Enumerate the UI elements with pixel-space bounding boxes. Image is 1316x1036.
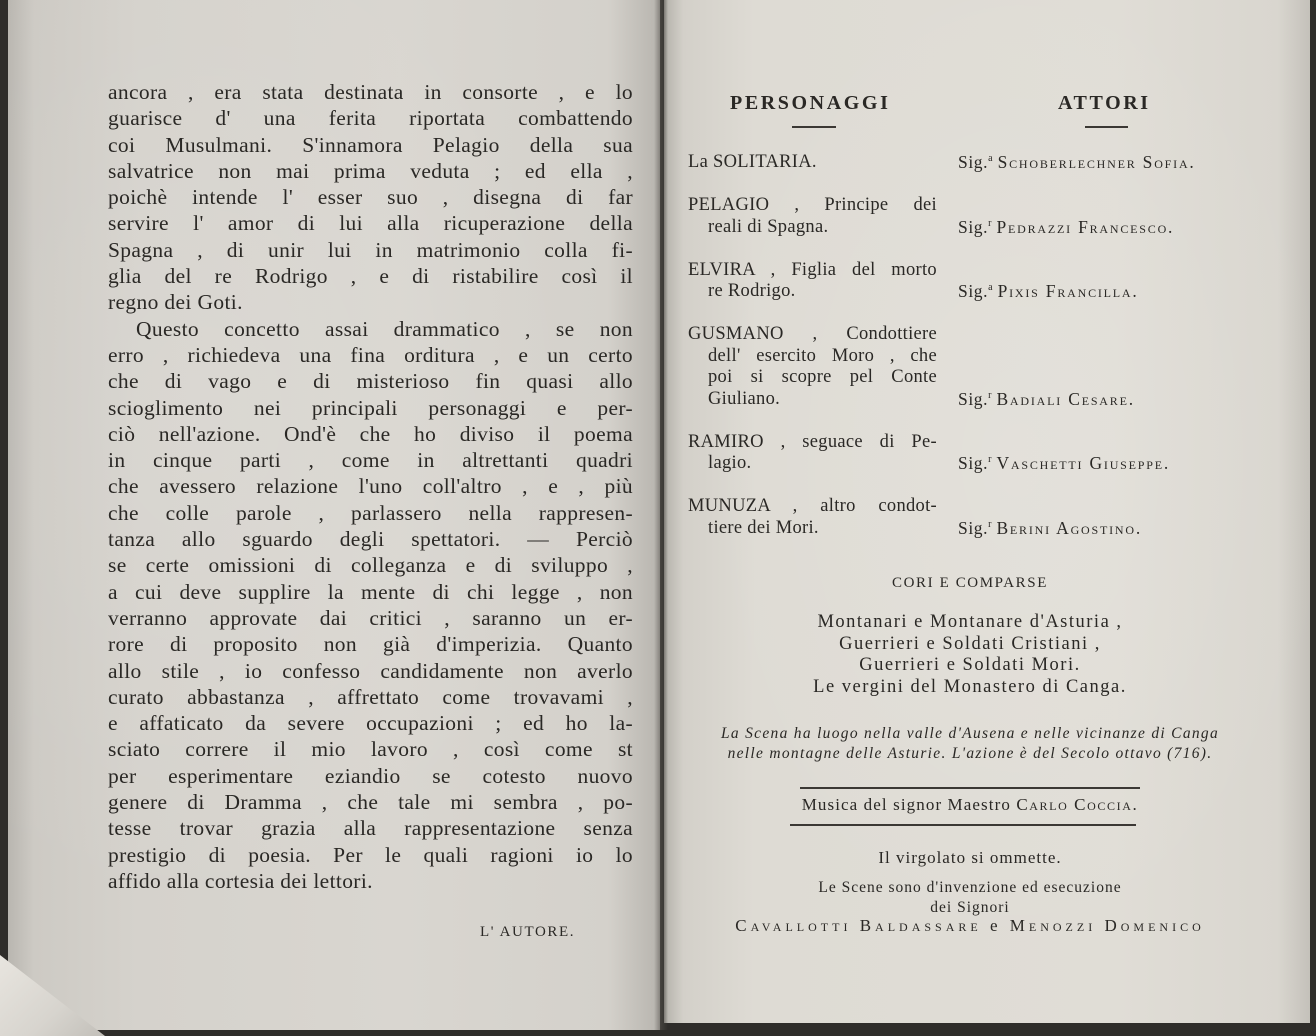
text-line: ciò nell'azione. Ond'è che ho diviso il poema	[108, 421, 633, 446]
cast-row	[688, 496, 1288, 539]
role-description	[688, 195, 937, 238]
role-line: re Rodrigo.	[708, 281, 796, 301]
designer-name: Menozzi Domenico	[1009, 916, 1205, 935]
actor-title: Sig.	[958, 152, 989, 172]
chorus-list	[688, 612, 1252, 699]
text-line: scioglimento nei principali personaggi e per-	[108, 395, 633, 420]
actor-name: Vaschetti Giuseppe.	[996, 453, 1171, 473]
role-line: tiere dei Mori.	[708, 517, 819, 538]
role-line: lagio.	[708, 453, 752, 473]
scenery-credit	[688, 878, 1252, 917]
text-line: erro , richiedeva una fina orditura , e un certo	[108, 342, 633, 367]
chorus-heading: CORI E COMPARSE	[892, 575, 1048, 591]
book-gutter	[654, 0, 668, 1030]
text-line: che avessero relazione l'uno coll'altro , e , più	[108, 474, 633, 499]
text-line: rore di proposito non già d'imperizia. Quanto	[108, 632, 633, 657]
role-description	[688, 260, 937, 303]
actor-name: Pixis Francilla.	[997, 281, 1139, 301]
text-line: salvatrice non mai prima veduta ; ed ella ,	[108, 158, 633, 183]
cast-list	[688, 152, 1288, 561]
cast-row	[688, 324, 1288, 410]
right-page	[664, 0, 1310, 1023]
text-line: se certe omissioni di colleganza e di sviluppo ,	[108, 553, 633, 578]
text-line: Questo concetto assai drammatico , se non	[136, 316, 633, 341]
omission-note: Il virgolato si ommette.	[878, 848, 1062, 867]
text-line: per esperimentare eziandio se cotesto nuovo	[108, 763, 633, 788]
text-line: allo stile , io confesso candidamente non averlo	[108, 658, 633, 683]
text-line: tesse trovar grazia alla rappresentazione senza	[108, 816, 633, 841]
chorus-line: Guerrieri e Soldati Mori.	[859, 655, 1081, 676]
role-line: MUNUZA , altro condot-	[688, 496, 937, 516]
text-line: affido alla cortesia dei lettori.	[108, 868, 373, 893]
text-line: verranno approvate dai critici , saranno un er-	[108, 605, 633, 630]
scenery-line: Le Scene sono d'invenzione ed esecuzione	[818, 879, 1122, 896]
text-line: curato abbastanza , affrettato come trovavami ,	[108, 684, 633, 709]
header-characters: PERSONAGGI	[730, 92, 891, 114]
divider-rule	[800, 787, 1140, 789]
text-line: poichè intende l' esser suo , disegna di far	[108, 185, 633, 210]
role-line: ELVIRA , Figlia del morto	[688, 259, 937, 280]
text-line: coi Musulmani. S'innamora Pelagio della sua	[108, 132, 633, 157]
actor-credit	[958, 217, 1174, 239]
actor-credit	[958, 389, 1135, 411]
actor-credit	[958, 453, 1170, 475]
text-line: a cui deve supplire la mente di chi legge , non	[108, 579, 633, 604]
author-signature: L' AUTORE.	[480, 924, 576, 940]
text-line: glia del re Rodrigo , e di ristabilire così il	[108, 264, 633, 289]
actor-credit	[958, 152, 1196, 174]
role-line: RAMIRO , seguace di Pe-	[688, 431, 937, 452]
role-line: PELAGIO , Principe dei	[688, 195, 937, 215]
designer-name: Cavallotti Baldassare	[735, 916, 982, 935]
text-line: regno dei Goti.	[108, 290, 243, 315]
chorus-line: Le vergini del Monastero di Canga.	[813, 677, 1127, 698]
actor-name: Badiali Cesare.	[996, 388, 1135, 409]
actor-title-suffix: r	[988, 389, 992, 401]
designer-conjunction: e	[989, 916, 1002, 935]
text-line: in cinque parti , come in altrettanti quadri	[108, 448, 633, 473]
role-line: reali di Spagna.	[708, 216, 829, 237]
scenery-line: dei Signori	[930, 898, 1010, 916]
cast-row	[688, 152, 1288, 174]
actor-title: Sig.	[958, 388, 989, 409]
chorus-line: Montanari e Montanare d'Asturia ,	[817, 612, 1123, 632]
text-line: genere di Dramma , che tale mi sembra , po-	[108, 790, 633, 815]
actor-name: Berini Agostino.	[996, 517, 1143, 538]
divider-rule	[790, 824, 1136, 826]
actor-title-suffix: a	[988, 153, 993, 164]
actor-title: Sig.	[958, 216, 989, 237]
setting-line: La Scena ha luogo nella valle d'Ausena e nelle vicinanze di Canga	[720, 725, 1220, 742]
actor-credit	[958, 281, 1139, 303]
actor-name: Schoberlechner Sofia.	[997, 152, 1196, 172]
role-description	[688, 152, 937, 174]
cast-row	[688, 260, 1288, 303]
setting-line: nelle montagne delle Asturie. L'azione è del Secolo ottavo (716).	[727, 744, 1213, 762]
actor-title: Sig.	[958, 517, 989, 538]
role-description	[688, 324, 937, 410]
text-line: servire l' amor di lui alla ricuperazione della	[108, 211, 633, 236]
text-line: e affaticato da severe occupazioni ; ed ho la-	[108, 711, 633, 736]
role-line: Giuliano.	[708, 388, 781, 409]
header-characters-rule	[792, 126, 836, 128]
text-line: prestigio di poesia. Per le quali ragioni io lo	[108, 842, 633, 867]
actor-title-suffix: r	[988, 518, 992, 530]
text-line: tanza allo sguardo degli spettatori. — Perciò	[108, 527, 633, 552]
actor-title-suffix: a	[988, 282, 993, 293]
text-line: che di vago e di misterioso fin quasi allo	[108, 369, 633, 394]
actor-name: Pedrazzi Francesco.	[996, 216, 1175, 237]
text-line: che colle parole , parlassero nella rappresen-	[108, 500, 633, 525]
chorus-line: Guerrieri e Soldati Cristiani ,	[839, 633, 1101, 654]
text-line: Spagna , di unir lui in matrimonio colla fi-	[108, 237, 633, 262]
role-line: GUSMANO , Condottiere	[688, 324, 937, 344]
actor-title-suffix: r	[988, 454, 992, 465]
cast-row	[688, 432, 1288, 475]
left-page-text	[108, 79, 633, 894]
actor-title-suffix: r	[988, 217, 992, 229]
role-description	[688, 496, 937, 539]
actor-title: Sig.	[958, 453, 989, 473]
role-line: dell' esercito Moro , che	[708, 345, 937, 366]
text-line: sciato correre il mio lavoro , così come st	[108, 737, 633, 762]
scenery-designers	[688, 915, 1252, 937]
setting-note	[688, 724, 1252, 763]
music-credit-prefix: Musica del signor Maestro	[801, 795, 1011, 814]
text-line: guarisce d' una ferita riportata combattendo	[108, 106, 633, 131]
left-page	[8, 0, 660, 1030]
text-line: ancora , era stata destinata in consorte , e lo	[108, 80, 633, 104]
music-credit	[688, 794, 1252, 816]
header-actors-rule	[1085, 126, 1128, 128]
role-description	[688, 432, 937, 475]
role-line: poi si scopre pel Conte	[708, 367, 937, 387]
cast-row	[688, 195, 1288, 238]
header-actors: ATTORI	[1058, 92, 1151, 114]
actor-title: Sig.	[958, 281, 989, 301]
actor-credit	[958, 518, 1142, 540]
composer-name: Carlo Coccia.	[1016, 795, 1139, 814]
role-line: La SOLITARIA.	[688, 152, 817, 172]
